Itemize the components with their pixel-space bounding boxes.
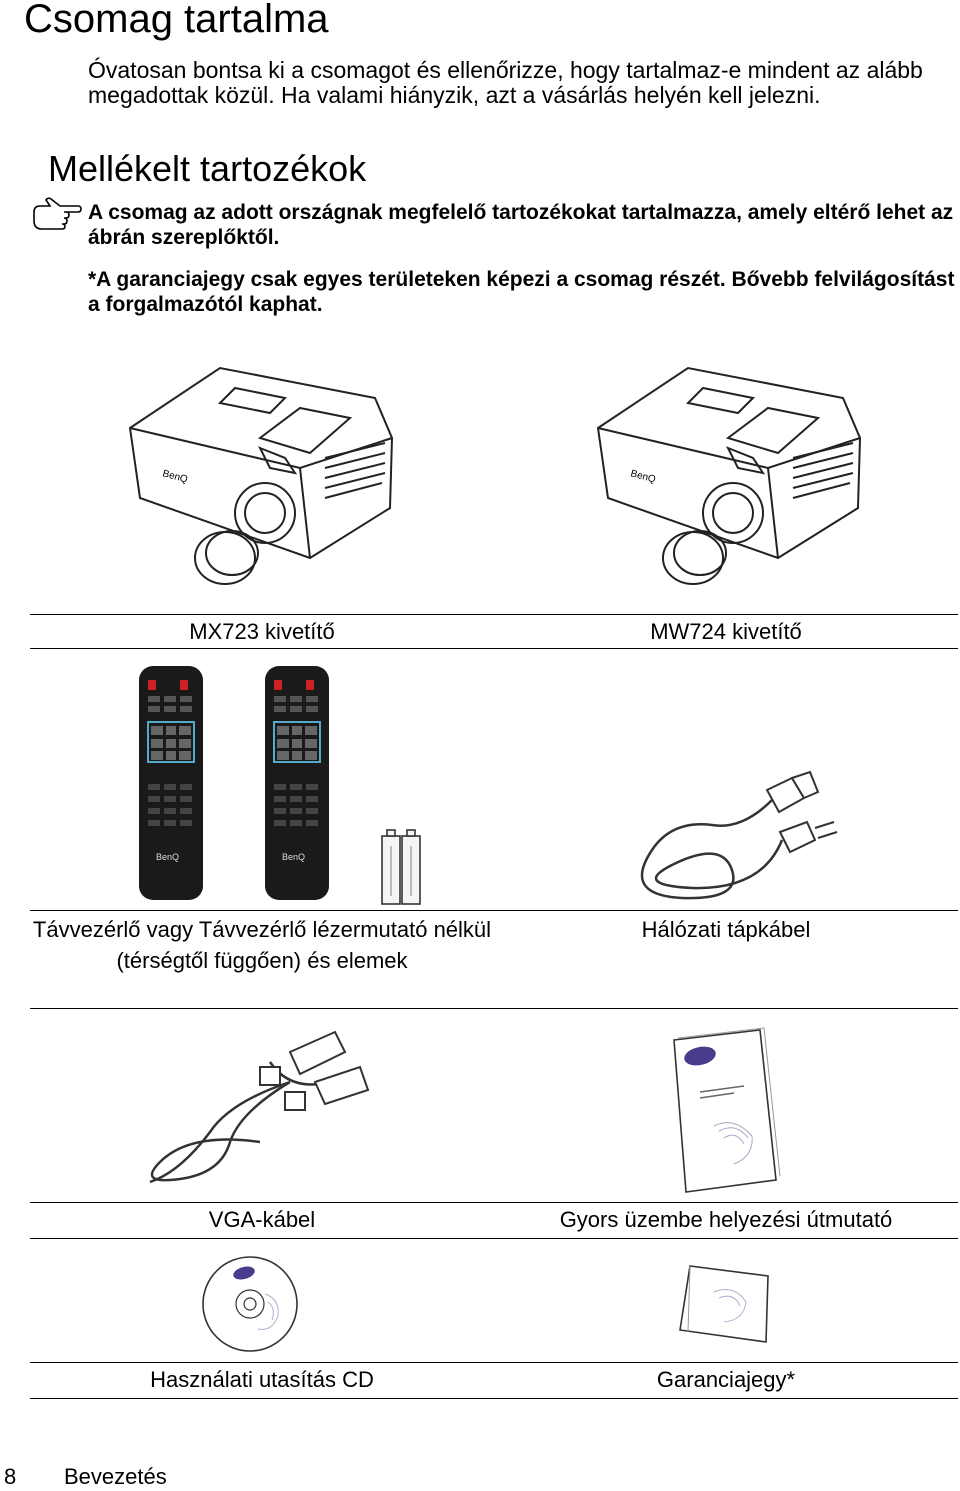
remote-control-image [136, 664, 206, 904]
projector-mw724-image [588, 358, 868, 588]
page-title: Csomag tartalma [24, 0, 329, 41]
power-cable-image [612, 770, 842, 906]
remote-control-no-laser-image [262, 664, 332, 904]
table-rule [30, 1362, 958, 1363]
table-rule [30, 648, 958, 649]
projector-mx723-image [120, 358, 400, 588]
table-rule [30, 1238, 958, 1239]
brand-logo: BenQ [161, 468, 189, 486]
caption-remote: Távvezérlő vagy Távvezérlő lézermutató nélkül (térségtől függően) és elemek [32, 917, 492, 973]
table-rule [30, 614, 958, 615]
caption-quick-guide: Gyors üzembe helyezési útmutató [559, 1207, 893, 1232]
caption-power-cable: Hálózati tápkábel [641, 917, 811, 942]
table-rule [30, 910, 958, 911]
cd-disc-image [200, 1254, 300, 1354]
batteries-image [378, 826, 424, 908]
intro-paragraph: Óvatosan bontsa ki a csomagot és ellenőrizze, hogy tartalmaz-e mindent az alább megadottak közül. Ha valami hiányzik, azt a vásárlás helyén kell jelezni. [88, 57, 923, 108]
page-number: 8 [4, 1464, 17, 1489]
footer-section-label: Bevezetés [64, 1464, 167, 1489]
warranty-note: *A garanciajegy csak egyes területeken képezi a csomag részét. Bővebb felvilágosítást a forgalmazótól kaphat. [88, 268, 955, 316]
note-text: A csomag az adott országnak megfelelő tartozékokat tartalmazza, amely eltérő lehet az ábrán szereplőktől. [88, 201, 954, 249]
pointing-hand-icon [30, 196, 82, 232]
caption-mw724: MW724 kivetítő [650, 619, 802, 644]
caption-cd: Használati utasítás CD [150, 1367, 374, 1392]
brand-logo: BenQ [282, 852, 306, 862]
warranty-card-image [674, 1262, 774, 1350]
caption-warranty: Garanciajegy* [656, 1367, 796, 1392]
brand-logo: BenQ [156, 852, 180, 862]
caption-mx723: MX723 kivetítő [189, 619, 335, 644]
caption-vga-cable: VGA-kábel [208, 1207, 316, 1232]
section-title: Mellékelt tartozékok [48, 148, 367, 189]
brand-logo: BenQ [629, 468, 657, 486]
table-rule [30, 1008, 958, 1009]
quick-guide-image [664, 1026, 784, 1194]
table-rule [30, 1202, 958, 1203]
vga-cable-image [140, 1022, 380, 1192]
table-rule [30, 1398, 958, 1399]
